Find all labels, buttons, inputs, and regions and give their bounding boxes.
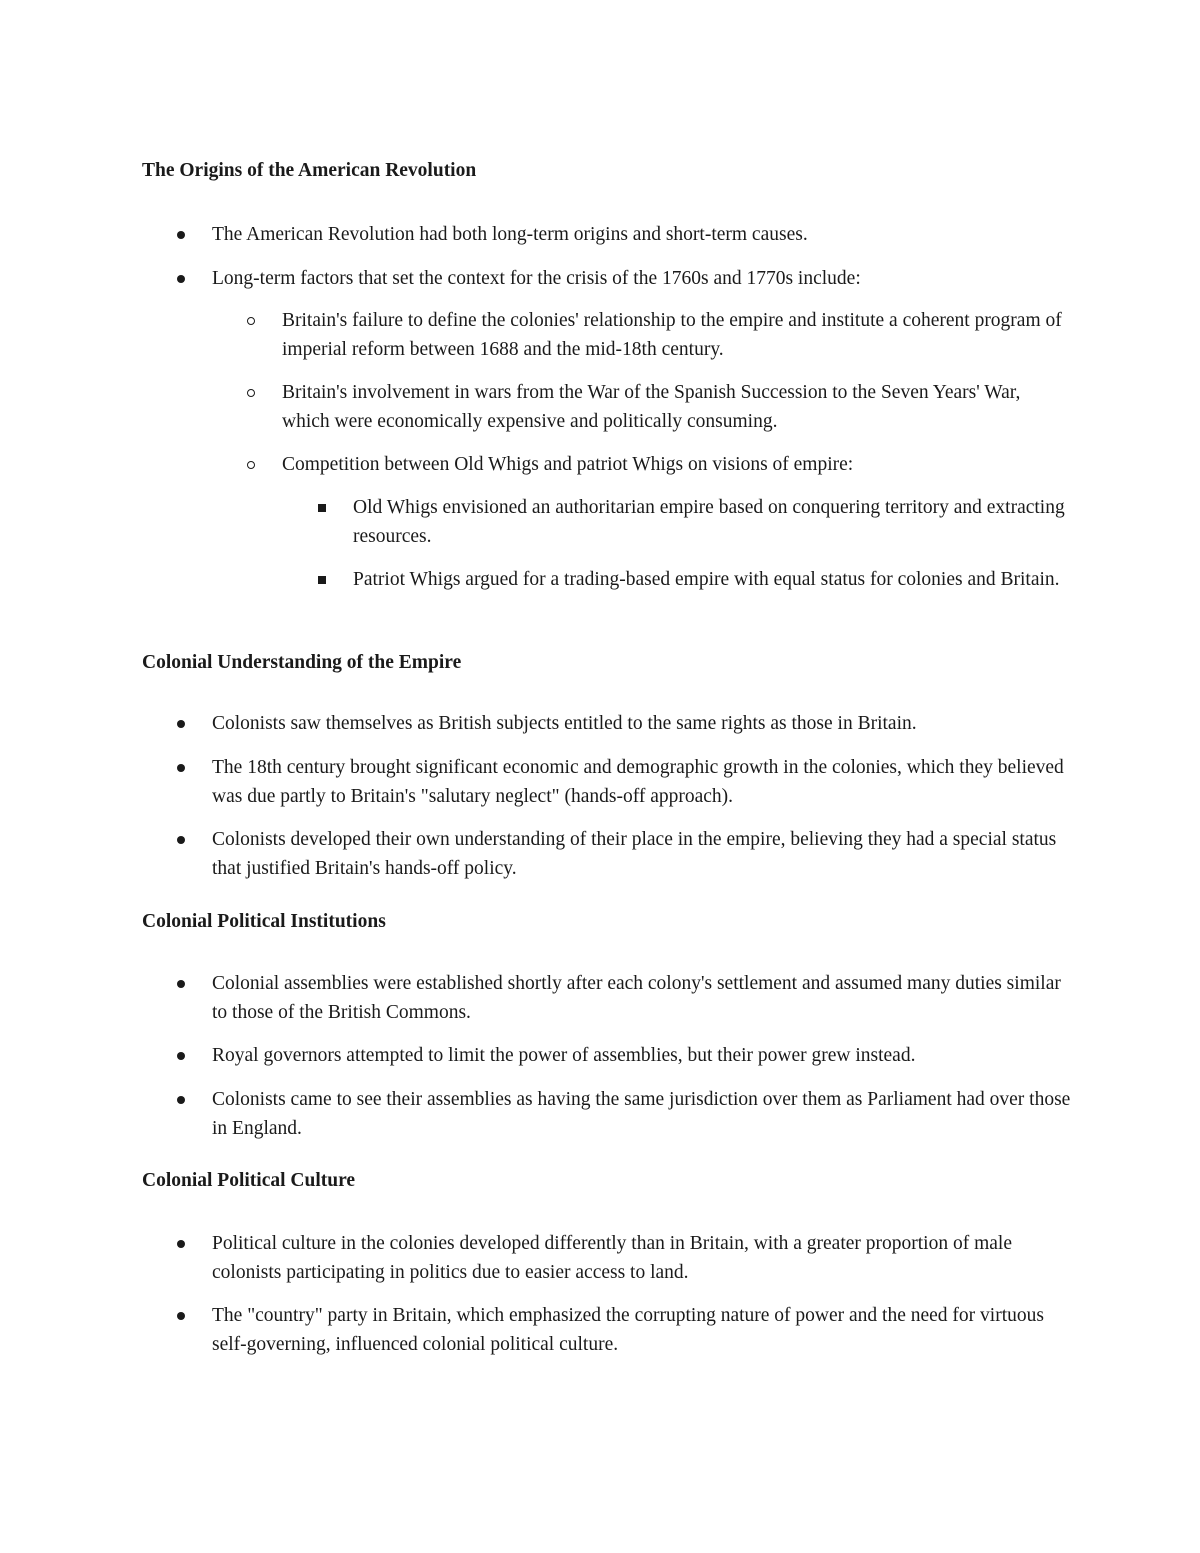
list-item: The "country" party in Britain, which emphasized the corrupting nature of power and the need for virtuous self-governing, influenced colonial political culture. <box>212 1302 1072 1359</box>
disc-bullet-icon <box>174 1302 188 1331</box>
list-item: Patriot Whigs argued for a trading-based empire with equal status for colonies and Britain. <box>353 566 1073 595</box>
disc-bullet-icon <box>174 1042 188 1071</box>
disc-bullet-icon <box>174 754 188 783</box>
list-item: Colonists saw themselves as British subjects entitled to the same rights as those in Britain. <box>212 710 1072 739</box>
circle-bullet-icon <box>244 451 258 480</box>
disc-bullet-icon <box>174 710 188 739</box>
list-item: Britain's failure to define the colonies' relationship to the empire and institute a coherent program of imperial reform between 1688 and the mid-18th century. <box>282 307 1072 364</box>
circle-bullet-icon <box>244 307 258 336</box>
list-item: Competition between Old Whigs and patriot Whigs on visions of empire: <box>282 451 1072 480</box>
disc-bullet-icon <box>174 265 188 294</box>
disc-bullet-icon <box>174 970 188 999</box>
square-bullet-icon <box>315 494 329 523</box>
disc-bullet-icon <box>174 1230 188 1259</box>
list-item: The 18th century brought significant economic and demographic growth in the colonies, which they believed was due partly to Britain's "salutary neglect" (hands-off approach). <box>212 754 1072 811</box>
section-heading: The Origins of the American Revolution <box>142 160 477 181</box>
list-item: Old Whigs envisioned an authoritarian empire based on conquering territory and extracting resources. <box>353 494 1073 551</box>
list-item: Britain's involvement in wars from the War of the Spanish Succession to the Seven Years' War, which were economically expensive and politically consuming. <box>282 379 1072 436</box>
list-item: Colonial assemblies were established shortly after each colony's settlement and assumed many duties similar to those of the British Commons. <box>212 970 1072 1027</box>
square-bullet-icon <box>315 566 329 595</box>
list-item: Colonists developed their own understanding of their place in the empire, believing they had a special status that justified Britain's hands-off policy. <box>212 826 1072 883</box>
circle-bullet-icon <box>244 379 258 408</box>
list-item: Political culture in the colonies developed differently than in Britain, with a greater proportion of male colonists participating in politics due to easier access to land. <box>212 1230 1072 1287</box>
list-item: Long-term factors that set the context for the crisis of the 1760s and 1770s include: <box>212 265 1072 294</box>
section-heading: Colonial Political Culture <box>142 1170 356 1191</box>
disc-bullet-icon <box>174 1086 188 1115</box>
section-heading: Colonial Understanding of the Empire <box>142 652 462 673</box>
list-item: Colonists came to see their assemblies as having the same jurisdiction over them as Parliament had over those in England. <box>212 1086 1072 1143</box>
list-item: The American Revolution had both long-term origins and short-term causes. <box>212 221 1072 250</box>
disc-bullet-icon <box>174 826 188 855</box>
disc-bullet-icon <box>174 221 188 250</box>
list-item: Royal governors attempted to limit the power of assemblies, but their power grew instead. <box>212 1042 1072 1071</box>
section-heading: Colonial Political Institutions <box>142 911 386 932</box>
